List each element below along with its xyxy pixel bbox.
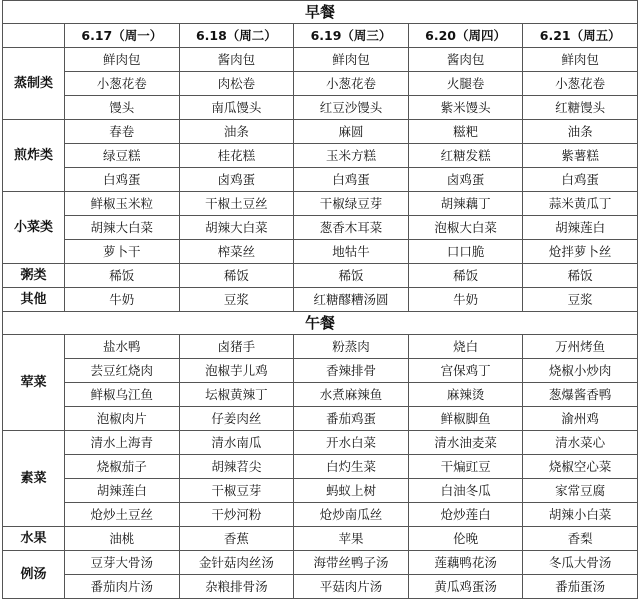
- lunch-title: 午餐: [3, 312, 638, 335]
- menu-row: [3, 359, 638, 383]
- category-cell: 蒸制类: [3, 48, 65, 120]
- dish-cell: 胡辣莲白: [65, 479, 180, 503]
- menu-row: [3, 455, 638, 479]
- dish-cell: 红糖醪糟汤圆: [294, 288, 409, 312]
- category-cell: 水果: [3, 527, 65, 551]
- lunch-section-row: [3, 312, 638, 335]
- dish-cell: 南瓜馒头: [179, 96, 294, 120]
- dish-cell: 芸豆红烧肉: [65, 359, 180, 383]
- dish-cell: 渝州鸡: [523, 407, 638, 431]
- dish-cell: 清水菜心: [523, 431, 638, 455]
- dish-cell: 口口脆: [408, 240, 523, 264]
- menu-row: [3, 96, 638, 120]
- dish-cell: 清水油麦菜: [408, 431, 523, 455]
- dish-cell: 仔姜肉丝: [179, 407, 294, 431]
- dish-cell: 葱爆酱香鸭: [523, 383, 638, 407]
- dish-cell: 炝炒莲白: [408, 503, 523, 527]
- dish-cell: 香辣排骨: [294, 359, 409, 383]
- dish-cell: 炝炒南瓜丝: [294, 503, 409, 527]
- dish-cell: 红糖发糕: [408, 144, 523, 168]
- dish-cell: 玉米方糕: [294, 144, 409, 168]
- dish-cell: 鲜椒玉米粒: [65, 192, 180, 216]
- dish-cell: 卤鸡蛋: [179, 168, 294, 192]
- dish-cell: 炝炒土豆丝: [65, 503, 180, 527]
- menu-row: [3, 72, 638, 96]
- dish-cell: 番茄肉片汤: [65, 575, 180, 599]
- dish-cell: 卤猪手: [179, 335, 294, 359]
- dish-cell: 绿豆糕: [65, 144, 180, 168]
- dish-cell: 卤鸡蛋: [408, 168, 523, 192]
- dish-cell: 白鸡蛋: [523, 168, 638, 192]
- dish-cell: 红豆沙馒头: [294, 96, 409, 120]
- dish-cell: 干炒河粉: [179, 503, 294, 527]
- dish-cell: 小葱花卷: [65, 72, 180, 96]
- dish-cell: 莲藕鸭花汤: [408, 551, 523, 575]
- category-cell: 例汤: [3, 551, 65, 599]
- dish-cell: 紫薯糕: [523, 144, 638, 168]
- dish-cell: 鲜肉包: [65, 48, 180, 72]
- menu-row: [3, 144, 638, 168]
- dish-cell: 干椒豆芽: [179, 479, 294, 503]
- dish-cell: 小葱花卷: [294, 72, 409, 96]
- dish-cell: 酱肉包: [179, 48, 294, 72]
- menu-row: [3, 120, 638, 144]
- dish-cell: 麻圆: [294, 120, 409, 144]
- dish-cell: 海带丝鸭子汤: [294, 551, 409, 575]
- dish-cell: 油桃: [65, 527, 180, 551]
- dish-cell: 金针菇肉丝汤: [179, 551, 294, 575]
- dish-cell: 盐水鸭: [65, 335, 180, 359]
- menu-row: [3, 192, 638, 216]
- dish-cell: 泡椒大白菜: [408, 216, 523, 240]
- dish-cell: 榨菜丝: [179, 240, 294, 264]
- dish-cell: 宫保鸡丁: [408, 359, 523, 383]
- day-header-wed: 6.19（周三）: [294, 24, 409, 48]
- dish-cell: 白灼生菜: [294, 455, 409, 479]
- breakfast-title: 早餐: [3, 1, 638, 24]
- dish-cell: 葱香木耳菜: [294, 216, 409, 240]
- menu-row: [3, 264, 638, 288]
- category-cell: 素菜: [3, 431, 65, 527]
- dish-cell: 伦晚: [408, 527, 523, 551]
- dish-cell: 番茄蛋汤: [523, 575, 638, 599]
- dish-cell: 杂粮排骨汤: [179, 575, 294, 599]
- menu-row: [3, 335, 638, 359]
- dish-cell: 烧椒空心菜: [523, 455, 638, 479]
- day-header-tue: 6.18（周二）: [179, 24, 294, 48]
- dish-cell: 酱肉包: [408, 48, 523, 72]
- dish-cell: 蚂蚁上树: [294, 479, 409, 503]
- dish-cell: 鲜椒乌江鱼: [65, 383, 180, 407]
- dish-cell: 白油冬瓜: [408, 479, 523, 503]
- dish-cell: 白鸡蛋: [65, 168, 180, 192]
- dish-cell: 干椒土豆丝: [179, 192, 294, 216]
- menu-row: [3, 288, 638, 312]
- menu-row: [3, 551, 638, 575]
- dish-cell: 鲜椒脚鱼: [408, 407, 523, 431]
- menu-row: [3, 503, 638, 527]
- dish-cell: 炝拌萝卜丝: [523, 240, 638, 264]
- dish-cell: 牛奶: [408, 288, 523, 312]
- dish-cell: 油条: [523, 120, 638, 144]
- dish-cell: 豆芽大骨汤: [65, 551, 180, 575]
- day-header-mon: 6.17（周一）: [65, 24, 180, 48]
- dish-cell: 胡辣大白菜: [65, 216, 180, 240]
- dish-cell: 开水白菜: [294, 431, 409, 455]
- dish-cell: 粉蒸肉: [294, 335, 409, 359]
- dish-cell: 苹果: [294, 527, 409, 551]
- dish-cell: 平菇肉片汤: [294, 575, 409, 599]
- category-cell: 粥类: [3, 264, 65, 288]
- menu-row: [3, 407, 638, 431]
- menu-row: [3, 479, 638, 503]
- dish-cell: 番茄鸡蛋: [294, 407, 409, 431]
- dish-cell: 香蕉: [179, 527, 294, 551]
- dish-cell: 火腿卷: [408, 72, 523, 96]
- dish-cell: 糍粑: [408, 120, 523, 144]
- dish-cell: 鲜肉包: [523, 48, 638, 72]
- dish-cell: 家常豆腐: [523, 479, 638, 503]
- menu-row: [3, 527, 638, 551]
- dish-cell: 香梨: [523, 527, 638, 551]
- dish-cell: 馒头: [65, 96, 180, 120]
- dish-cell: 稀饭: [408, 264, 523, 288]
- dish-cell: 稀饭: [179, 264, 294, 288]
- dish-cell: 烧椒茄子: [65, 455, 180, 479]
- breakfast-section-row: [3, 1, 638, 24]
- dish-cell: 黄瓜鸡蛋汤: [408, 575, 523, 599]
- dish-cell: 胡辣莲白: [523, 216, 638, 240]
- dish-cell: 胡辣藕丁: [408, 192, 523, 216]
- corner-cell: [3, 24, 65, 48]
- dish-cell: 白鸡蛋: [294, 168, 409, 192]
- dish-cell: 干椒绿豆芽: [294, 192, 409, 216]
- dish-cell: 肉松卷: [179, 72, 294, 96]
- menu-row: [3, 48, 638, 72]
- dish-cell: 稀饭: [523, 264, 638, 288]
- dish-cell: 干煸豇豆: [408, 455, 523, 479]
- dish-cell: 地牯牛: [294, 240, 409, 264]
- category-cell: 煎炸类: [3, 120, 65, 192]
- dish-cell: 蒜米黄瓜丁: [523, 192, 638, 216]
- dish-cell: 胡辣大白菜: [179, 216, 294, 240]
- menu-row: [3, 383, 638, 407]
- dish-cell: 春卷: [65, 120, 180, 144]
- dish-cell: 油条: [179, 120, 294, 144]
- dish-cell: 烧白: [408, 335, 523, 359]
- dish-cell: 清水南瓜: [179, 431, 294, 455]
- day-header-row: [3, 24, 638, 48]
- menu-body: [3, 1, 638, 599]
- dish-cell: 泡椒肉片: [65, 407, 180, 431]
- day-header-fri: 6.21（周五）: [523, 24, 638, 48]
- dish-cell: 稀饭: [294, 264, 409, 288]
- day-header-thu: 6.20（周四）: [408, 24, 523, 48]
- category-cell: 小菜类: [3, 192, 65, 264]
- category-cell: 荤菜: [3, 335, 65, 431]
- dish-cell: 鲜肉包: [294, 48, 409, 72]
- dish-cell: 胡辣苕尖: [179, 455, 294, 479]
- menu-row: [3, 168, 638, 192]
- menu-row: [3, 431, 638, 455]
- dish-cell: 烧椒小炒肉: [523, 359, 638, 383]
- dish-cell: 胡辣小白菜: [523, 503, 638, 527]
- dish-cell: 万州烤鱼: [523, 335, 638, 359]
- dish-cell: 泡椒芋儿鸡: [179, 359, 294, 383]
- dish-cell: 萝卜干: [65, 240, 180, 264]
- menu-row: [3, 575, 638, 599]
- dish-cell: 冬瓜大骨汤: [523, 551, 638, 575]
- dish-cell: 小葱花卷: [523, 72, 638, 96]
- weekly-menu-table: [2, 0, 638, 599]
- dish-cell: 豆浆: [179, 288, 294, 312]
- menu-row: [3, 240, 638, 264]
- menu-row: [3, 216, 638, 240]
- category-cell: 其他: [3, 288, 65, 312]
- dish-cell: 水煮麻辣鱼: [294, 383, 409, 407]
- dish-cell: 稀饭: [65, 264, 180, 288]
- dish-cell: 豆浆: [523, 288, 638, 312]
- dish-cell: 桂花糕: [179, 144, 294, 168]
- dish-cell: 牛奶: [65, 288, 180, 312]
- dish-cell: 红糖馒头: [523, 96, 638, 120]
- dish-cell: 清水上海青: [65, 431, 180, 455]
- dish-cell: 坛椒黄辣丁: [179, 383, 294, 407]
- dish-cell: 麻辣烫: [408, 383, 523, 407]
- dish-cell: 紫米馒头: [408, 96, 523, 120]
